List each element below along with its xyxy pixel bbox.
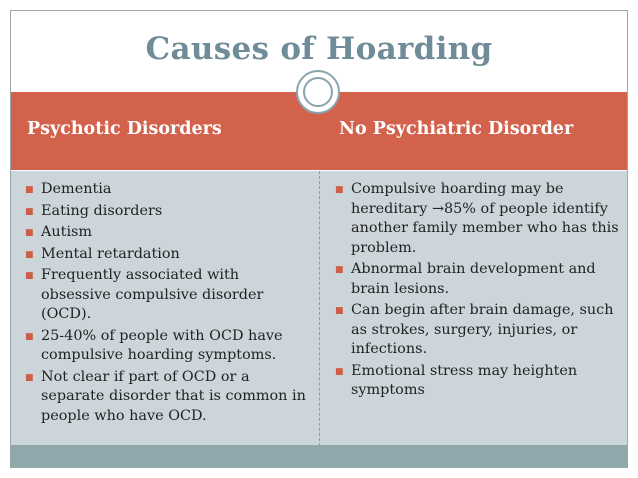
square-bullet-icon: ■: [25, 206, 34, 217]
column-divider: [319, 171, 320, 446]
list-item: ■ Abnormal brain development and brain lesions.: [335, 261, 596, 297]
square-bullet-icon: ■: [335, 366, 344, 377]
square-bullet-icon: ■: [25, 331, 34, 342]
circle-ornament-icon: [296, 70, 340, 114]
inner-ring: [303, 77, 333, 107]
square-bullet-icon: ■: [25, 185, 34, 195]
list-item: ■ Emotional stress may heighten symptoms: [335, 362, 578, 398]
list-item: ■ Mental retardation: [23, 245, 308, 265]
list-item: ■ Autism: [23, 223, 308, 243]
right-bullet-list: [333, 180, 623, 403]
list-item: ■ Compulsive hoarding may be hereditary →85% of people identify another family member who has this problem.: [335, 181, 619, 256]
right-column-heading: No Psychiatric Disorder: [339, 119, 574, 139]
square-bullet-icon: ■: [25, 249, 34, 260]
list-item: ■ Can begin after brain damage, such as strokes, surgery, injuries, or infections.: [335, 302, 614, 357]
square-bullet-icon: ■: [25, 228, 34, 238]
square-bullet-icon: ■: [335, 265, 344, 275]
left-column-heading: Psychotic Disorders: [27, 119, 222, 139]
square-bullet-icon: ■: [335, 185, 344, 195]
footer-band: [11, 445, 627, 467]
list-item: ■ Eating disorders: [23, 202, 308, 222]
square-bullet-icon: ■: [25, 271, 34, 281]
list-item: ■ 25-40% of people with OCD have compulsive hoarding symptoms.: [25, 327, 283, 363]
slide-title: Causes of Hoarding: [145, 31, 493, 67]
left-bullet-list: [23, 180, 308, 428]
list-item: ■ Dementia: [23, 180, 308, 200]
list-item: ■ Frequently associated with obsessive compulsive disorder (OCD).: [25, 267, 264, 322]
square-bullet-icon: ■: [335, 306, 344, 316]
list-item: ■ Not clear if part of OCD or a separate disorder that is common in people who have OCD.: [25, 368, 306, 424]
content-area: [11, 170, 627, 446]
slide: [10, 10, 628, 468]
square-bullet-icon: ■: [25, 372, 34, 383]
